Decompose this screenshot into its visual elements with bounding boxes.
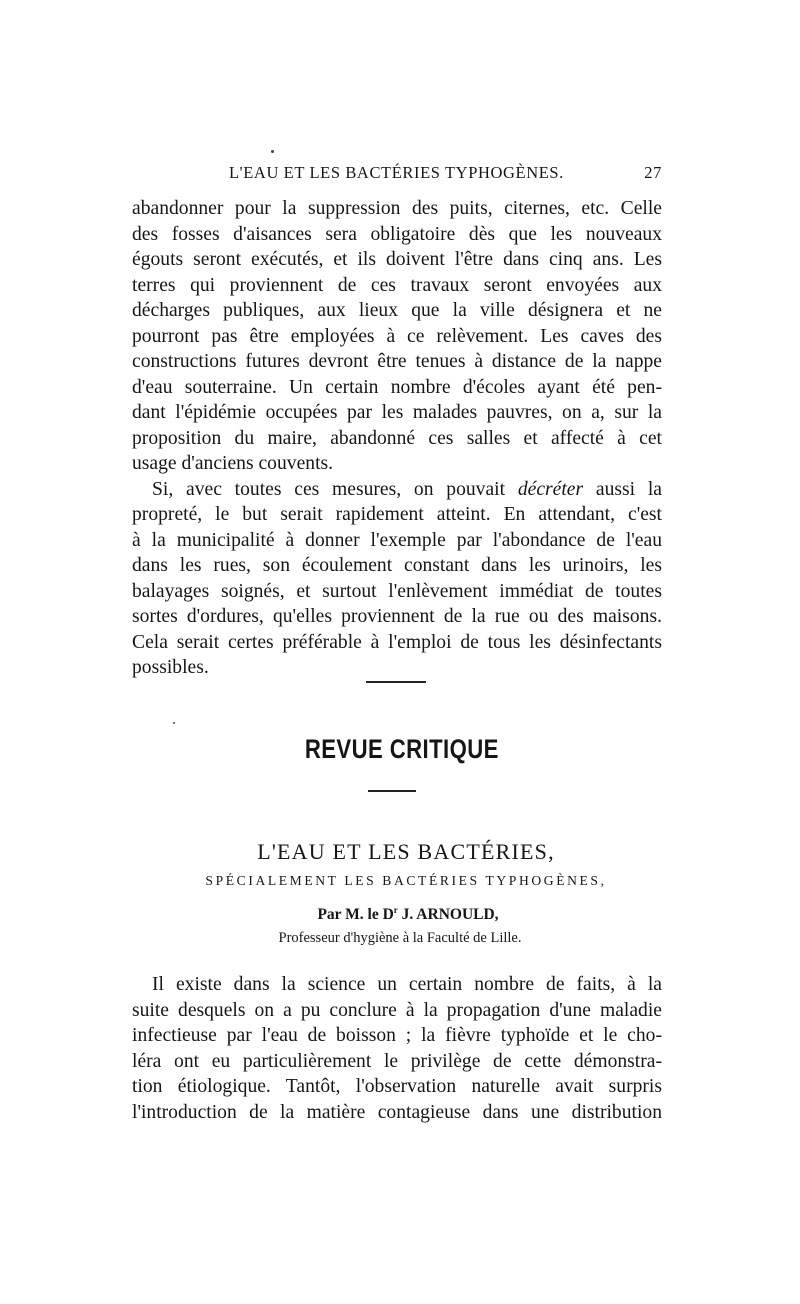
text-line: dant l'épidémie occupées par les malades pauvres, on a, sur la xyxy=(132,402,662,423)
text-line: proposition du maire, abandonné ces salles et affecté à cet xyxy=(132,427,662,449)
text-line: possibles. xyxy=(132,657,209,678)
text-line: terres qui proviennent de ces travaux seront envoyées aux xyxy=(132,274,662,296)
text-line: Cela serait certes préférable à l'emploi de tous les désinfectants xyxy=(132,631,662,653)
text-line: l'introduction de la matière contagieuse dans une distribution xyxy=(132,1101,662,1123)
body-paragraph-1 xyxy=(132,196,662,477)
article-subtitle: SPÉCIALEMENT LES BACTÉRIES TYPHOGÈNES, xyxy=(205,873,607,888)
text-line: tion étiologique. Tantôt, l'observation naturelle avait surpris xyxy=(132,1076,662,1097)
text-line: abandonner pour la suppression des puits, citernes, etc. Celle xyxy=(132,198,662,219)
print-speck xyxy=(271,150,274,153)
page-number: 27 xyxy=(644,163,662,182)
section-title: REVUE CRITIQUE xyxy=(304,734,499,764)
text-line: égouts seront exécutés, et ils doivent l'être dans cinq ans. Les xyxy=(132,249,662,270)
author-name: J. ARNOULD, xyxy=(397,906,499,923)
divider-rule xyxy=(368,790,416,792)
divider-rule xyxy=(366,681,426,683)
running-head xyxy=(132,163,662,187)
body-paragraph-2 xyxy=(132,477,662,681)
emphasis-text: décréter xyxy=(517,478,584,500)
text-line: léra ont eu particulièrement le privilège de cette démonstra- xyxy=(132,1050,662,1072)
text-line: décharges publiques, aux lieux que la ville désignera et ne xyxy=(132,300,662,321)
text-line: balayages soignés, et surtout l'enlèvement immédiat de toutes xyxy=(132,580,662,602)
author-prefix: Par M. le D xyxy=(317,906,394,923)
author-affiliation: Professeur d'hygiène à la Faculté de Lille. xyxy=(278,930,522,946)
text-line: dans les rues, son écoulement constant dans les urinoirs, les xyxy=(132,555,662,576)
text-line: Il existe dans la science un certain nombre de faits, à la xyxy=(152,974,662,995)
text-line: suite desquels on a pu conclure à la propagation d'une maladie xyxy=(132,999,662,1021)
text-line: pourront pas être employées à ce relèvement. Les caves des xyxy=(132,325,662,347)
text-line: constructions futures devront être tenues à distance de la nappe xyxy=(132,351,662,372)
text-line: d'eau souterraine. Un certain nombre d'écoles ayant été pen- xyxy=(132,376,662,398)
article-paragraph-1 xyxy=(132,972,662,1125)
author-byline xyxy=(8,905,800,924)
print-speck xyxy=(173,722,175,724)
author-superscript: r xyxy=(393,905,398,915)
text-line: à la municipalité à donner l'exemple par l'abondance de l'eau xyxy=(132,529,662,551)
text-run: aussi la xyxy=(583,478,662,500)
text-line: sortes d'ordures, qu'elles proviennent de la rue ou des maisons. xyxy=(132,606,662,627)
text-line: des fosses d'aisances sera obligatoire dès que les nouveaux xyxy=(132,223,662,245)
text-line: propreté, le but serait rapidement atteint. En attendant, c'est xyxy=(132,504,662,525)
text-line: infectieuse par l'eau de boisson ; la fièvre typhoïde et le cho- xyxy=(132,1025,662,1046)
text-run: Si, avec toutes ces mesures, on pouvait xyxy=(152,478,518,500)
article-title: L'EAU ET LES BACTÉRIES, xyxy=(257,839,555,864)
running-title: L'EAU ET LES BACTÉRIES TYPHOGÈNES. xyxy=(229,163,564,182)
text-line: usage d'anciens couvents. xyxy=(132,453,334,474)
text-line xyxy=(132,477,662,503)
